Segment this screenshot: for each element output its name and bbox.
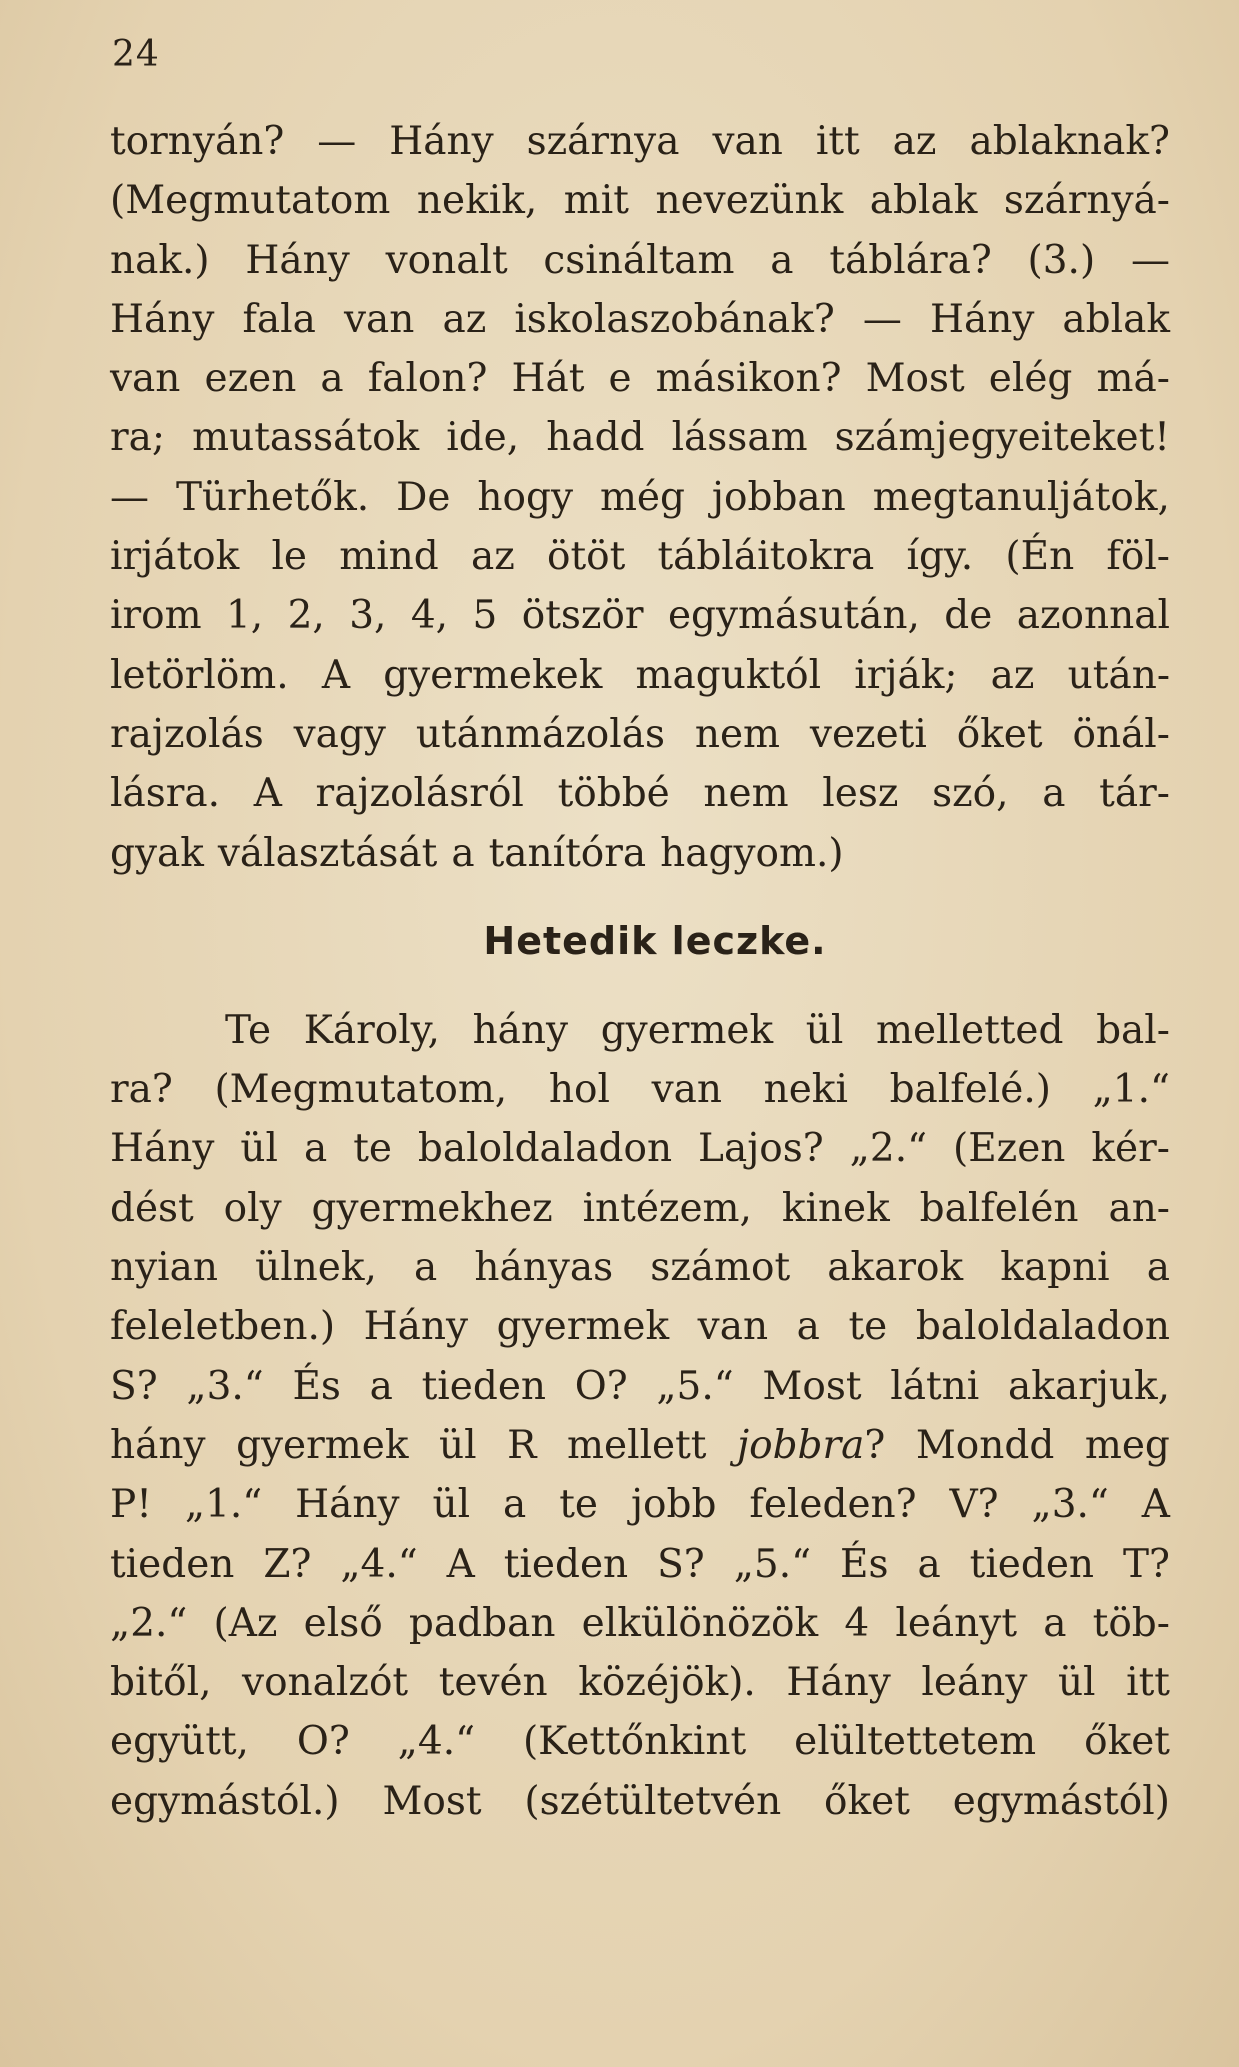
paragraph-lesson — [110, 1001, 1170, 1831]
text-line: ra? (Megmutatom, hol van neki balfelé.) „1.“ — [110, 1067, 1170, 1113]
text-line: ra; mutassátok ide, hadd lássam számjegyeiteket! — [110, 415, 1170, 461]
text-line: „2.“ (Az első padban elkülönözök 4 leányt a töb- — [110, 1600, 1170, 1646]
text-line: dést oly gyermekhez intézem, kinek balfelén an- — [110, 1185, 1170, 1231]
text-line: Te Károly, hány gyermek ül melletted bal- — [225, 1007, 1170, 1053]
paragraph-continued — [110, 112, 1170, 883]
text-line: irjátok le mind az ötöt tábláitokra így. (Én föl- — [110, 534, 1170, 580]
text-line: van ezen a falon? Hát e másikon? Most elég má- — [110, 356, 1170, 402]
text-line: S? „3.“ És a tieden O? „5.“ Most látni akarjuk, — [110, 1363, 1170, 1409]
text-line: nak.) Hány vonalt csináltam a táblára? (3.) — — [110, 237, 1170, 283]
body-text — [110, 112, 1170, 1831]
text-line: lásra. A rajzolásról többé nem lesz szó, a tár- — [110, 771, 1170, 817]
text-line: (Megmutatom nekik, mit nevezünk ablak szárnyá- — [110, 178, 1170, 224]
text-line: rajzolás vagy utánmázolás nem vezeti őket önál- — [110, 711, 1170, 757]
text-line: irom 1, 2, 3, 4, 5 ötször egymásután, de azonnal — [110, 593, 1170, 639]
text-line: tieden Z? „4.“ A tieden S? „5.“ És a tieden T? — [110, 1541, 1170, 1587]
text-line: tornyán? — Hány szárnya van itt az ablaknak? — [110, 119, 1170, 164]
text-line: Hány fala van az iskolaszobának? — Hány ablak — [110, 296, 1170, 342]
text-line: egymástól.) Most (szétültetvén őket egymástól) — [110, 1778, 1170, 1824]
lesson-heading: Hetedik leczke. — [483, 919, 827, 964]
text-line: letörlöm. A gyermekek maguktól irják; az után- — [110, 652, 1170, 698]
text-line: Hány ül a te baloldaladon Lajos? „2.“ (Ezen kér- — [110, 1126, 1170, 1172]
text-line: gyak választását a tanítóra hagyom.) — [110, 830, 844, 876]
text-line: — Türhetők. De hogy még jobban megtanuljátok, — [110, 474, 1170, 520]
text-line: nyian ülnek, a hányas számot akarok kapni a — [110, 1245, 1170, 1291]
page-number: 24 — [112, 34, 160, 75]
text-line: P! „1.“ Hány ül a te jobb feleden? V? „3.“ A — [110, 1482, 1170, 1528]
text-line: hány gyermek ül R mellett jobbra? Mondd meg — [110, 1422, 1170, 1468]
text-line: feleletben.) Hány gyermek van a te baloldaladon — [110, 1304, 1170, 1350]
text-line: együtt, O? „4.“ (Kettőnkint elültettetem őket — [110, 1719, 1170, 1765]
text-line: bitől, vonalzót tevén közéjök). Hány leány ül itt — [110, 1660, 1170, 1706]
